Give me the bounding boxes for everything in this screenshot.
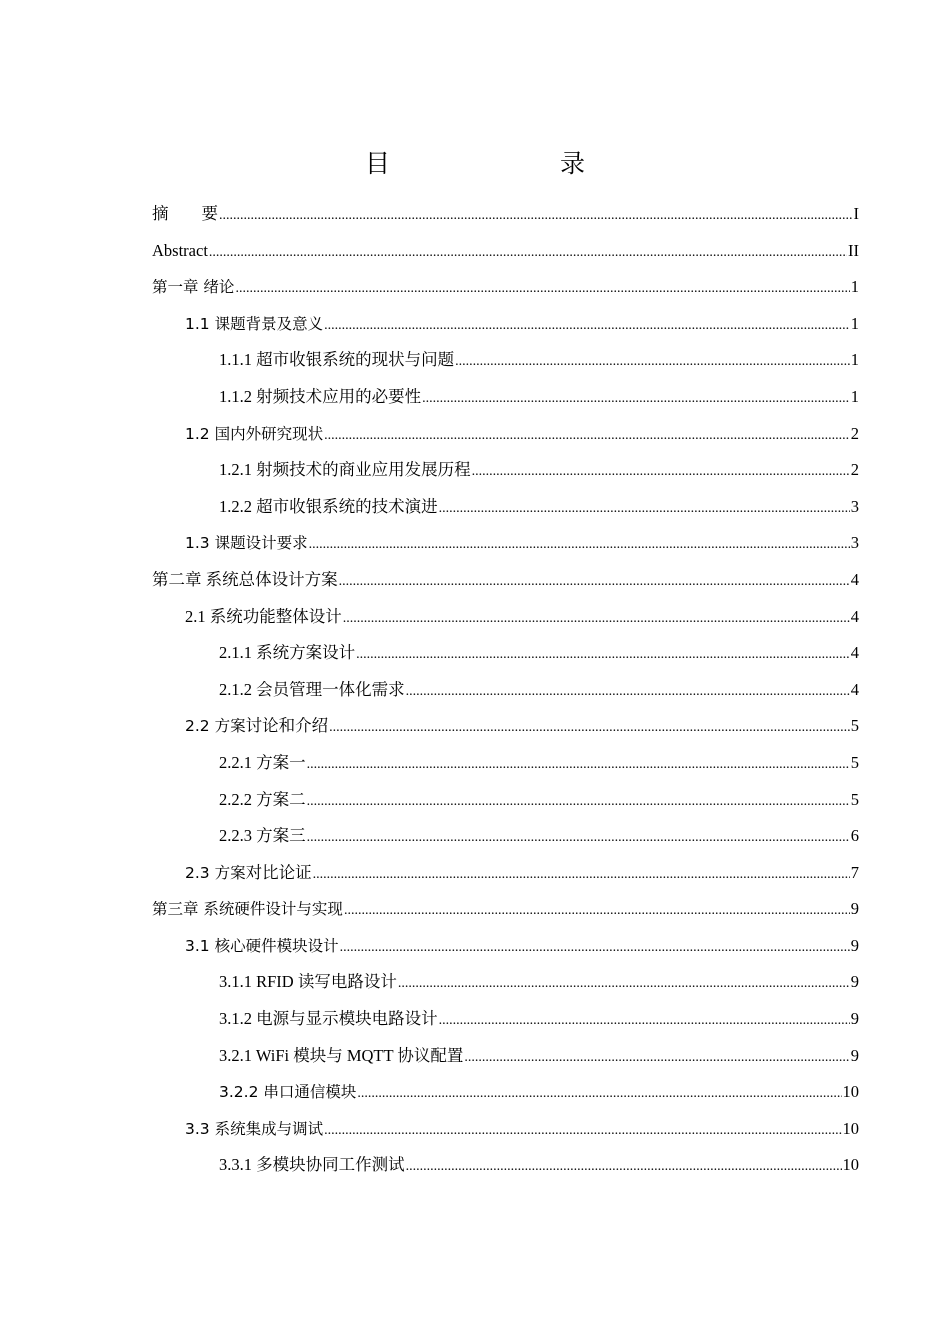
- toc-entry-text: 3.2.1 WiFi 模块与 MQTT 协议配置: [219, 1045, 464, 1065]
- toc-entry-1-1[interactable]: [152, 306, 859, 343]
- toc-leader-dots: [344, 893, 850, 930]
- toc-entry-chapter-2[interactable]: [152, 562, 859, 599]
- toc-page-number: 4: [850, 606, 859, 626]
- toc-entry-text: 3.1 核心硬件模块设计: [185, 936, 339, 955]
- toc-entry-text: 2.2.2 方案二: [219, 789, 306, 809]
- toc-page-number: 1: [850, 386, 859, 406]
- toc-page-number: 2: [850, 460, 859, 480]
- toc-entry-abstract-en[interactable]: [152, 233, 859, 270]
- toc-entry-3-1-2[interactable]: [152, 1001, 859, 1038]
- toc-entry-3-2-2[interactable]: [152, 1074, 859, 1111]
- toc-entry-text: 3.3.1 多模块协同工作测试: [219, 1155, 405, 1175]
- toc-leader-dots: [472, 454, 850, 491]
- toc-page-number: 9: [850, 1045, 859, 1065]
- table-of-contents: [152, 196, 859, 1184]
- toc-entry-2-2-3[interactable]: [152, 818, 859, 855]
- toc-entry-text: 对比论证: [245, 862, 312, 882]
- toc-entry-1-2-2[interactable]: [152, 489, 859, 526]
- toc-entry-text: 3.1.1 RFID 读写电路设计: [219, 972, 397, 992]
- toc-leader-dots: [439, 491, 850, 528]
- toc-entry-text: 2.2.1 方案一: [219, 752, 306, 772]
- toc-leader-dots: [324, 418, 850, 455]
- toc-entry-3-1[interactable]: [152, 928, 859, 965]
- toc-page-number: 1: [850, 350, 859, 370]
- toc-entry-3-3[interactable]: [152, 1111, 859, 1148]
- toc-leader-dots: [455, 344, 850, 381]
- toc-entry-text: 第二章 系统总体设计方案: [152, 569, 338, 589]
- toc-page-number: 9: [850, 1009, 859, 1029]
- page-title: 目 录: [364, 149, 625, 178]
- toc-entry-2-1-2[interactable]: [152, 672, 859, 709]
- toc-leader-dots: [313, 857, 850, 894]
- toc-entry-3-1-1[interactable]: [152, 964, 859, 1001]
- toc-entry-text: 1.1.2 射频技术应用的必要性: [219, 386, 422, 406]
- toc-leader-dots: [439, 1003, 850, 1040]
- toc-entry-1-1-2[interactable]: [152, 379, 859, 416]
- toc-entry-2-2-1[interactable]: [152, 745, 859, 782]
- toc-entry-2-2-2[interactable]: [152, 782, 859, 819]
- toc-entry-text: 摘 要: [152, 204, 218, 223]
- toc-leader-dots: [324, 1113, 841, 1150]
- toc-leader-dots: [357, 1076, 841, 1113]
- toc-page-number: 5: [850, 716, 859, 736]
- toc-entry-3-3-1[interactable]: [152, 1147, 859, 1184]
- toc-entry-text: 2.1.1 系统方案设计: [219, 643, 356, 663]
- toc-page-number: 6: [850, 826, 859, 846]
- toc-page-number: 1: [850, 313, 859, 333]
- toc-entry-text: 2.1 系统功能整体设计: [185, 606, 342, 626]
- toc-page-number: 9: [850, 899, 859, 919]
- toc-entry-text: 1.3 课题设计要求: [185, 534, 308, 553]
- toc-page-number: 9: [850, 935, 859, 955]
- toc-entry-text: 第三章 系统硬件设计与实现: [152, 900, 343, 919]
- toc-page-number: 4: [850, 679, 859, 699]
- toc-leader-dots: [339, 564, 850, 601]
- toc-leader-dots: [209, 235, 847, 272]
- toc-page-number: 3: [850, 533, 859, 553]
- toc-leader-dots: [329, 710, 850, 747]
- toc-leader-dots: [307, 747, 850, 784]
- toc-page-number: 9: [850, 972, 859, 992]
- toc-entry-text: 1.2.1 射频技术的商业应用发展历程: [219, 460, 471, 480]
- toc-entry-1-1-1[interactable]: [152, 342, 859, 379]
- toc-page-number: 7: [850, 862, 859, 882]
- toc-leader-dots: [422, 381, 850, 418]
- toc-leader-dots: [406, 674, 850, 711]
- toc-leader-dots: [398, 966, 850, 1003]
- toc-entry-2-3[interactable]: [152, 855, 859, 892]
- toc-entry-1-2[interactable]: [152, 416, 859, 453]
- toc-page-number: 10: [842, 1118, 859, 1138]
- toc-entry-abstract-cn[interactable]: [152, 196, 859, 233]
- toc-entry-text: 3.3 系统集成与调试: [185, 1119, 324, 1138]
- toc-leader-dots: [235, 271, 849, 308]
- toc-page-number: II: [848, 240, 859, 260]
- toc-leader-dots: [307, 820, 850, 857]
- toc-page-number: 10: [842, 1155, 859, 1175]
- toc-leader-dots: [340, 930, 850, 967]
- toc-entry-text: 1.2.2 超市收银系统的技术演进: [219, 496, 438, 516]
- toc-entry-text: 3.2.2 串口通信模块: [219, 1083, 357, 1102]
- toc-leader-dots: [356, 637, 850, 674]
- toc-leader-dots: [307, 784, 850, 821]
- toc-entry-1-2-1[interactable]: [152, 452, 859, 489]
- toc-page-number: I: [853, 204, 859, 223]
- toc-entry-lead: 2.3 方案: [185, 863, 246, 882]
- toc-page-number: 4: [850, 643, 859, 663]
- toc-page-number: 3: [850, 496, 859, 516]
- toc-entry-chapter-3[interactable]: [152, 891, 859, 928]
- toc-entry-text: 2.1.2 会员管理一体化需求: [219, 679, 405, 699]
- toc-entry-text: 1.1 课题背景及意义: [185, 314, 324, 333]
- toc-entry-text: 3.1.2 电源与显示模块电路设计: [219, 1009, 438, 1029]
- toc-leader-dots: [309, 527, 850, 564]
- toc-entry-text: 1.1.1 超市收银系统的现状与问题: [219, 350, 455, 370]
- toc-entry-1-3[interactable]: [152, 525, 859, 562]
- toc-page-number: 2: [850, 423, 859, 443]
- toc-entry-text: 2.2.3 方案三: [219, 826, 306, 846]
- toc-entry-2-2[interactable]: [152, 708, 859, 745]
- toc-leader-dots: [324, 308, 850, 345]
- toc-leader-dots: [406, 1149, 842, 1186]
- toc-entry-lead: 2.2 方案: [185, 717, 246, 736]
- toc-entry-3-2-1[interactable]: [152, 1038, 859, 1075]
- toc-leader-dots: [464, 1040, 849, 1077]
- toc-page-number: 5: [850, 752, 859, 772]
- toc-entry-text: 第一章 绪论: [152, 278, 235, 297]
- toc-leader-dots: [343, 601, 850, 638]
- toc-entry-chapter-1[interactable]: [152, 269, 859, 306]
- toc-leader-dots: [219, 198, 853, 235]
- toc-page-number: 5: [850, 789, 859, 809]
- toc-entry-text: 讨论和介绍: [245, 716, 329, 736]
- toc-entry-text: Abstract: [152, 240, 208, 260]
- toc-page-number: 10: [842, 1082, 859, 1102]
- toc-entry-2-1[interactable]: [152, 599, 859, 636]
- toc-entry-text: 1.2 国内外研究现状: [185, 424, 324, 443]
- toc-entry-2-1-1[interactable]: [152, 635, 859, 672]
- toc-page-number: 1: [850, 277, 859, 297]
- toc-page-number: 4: [850, 569, 859, 589]
